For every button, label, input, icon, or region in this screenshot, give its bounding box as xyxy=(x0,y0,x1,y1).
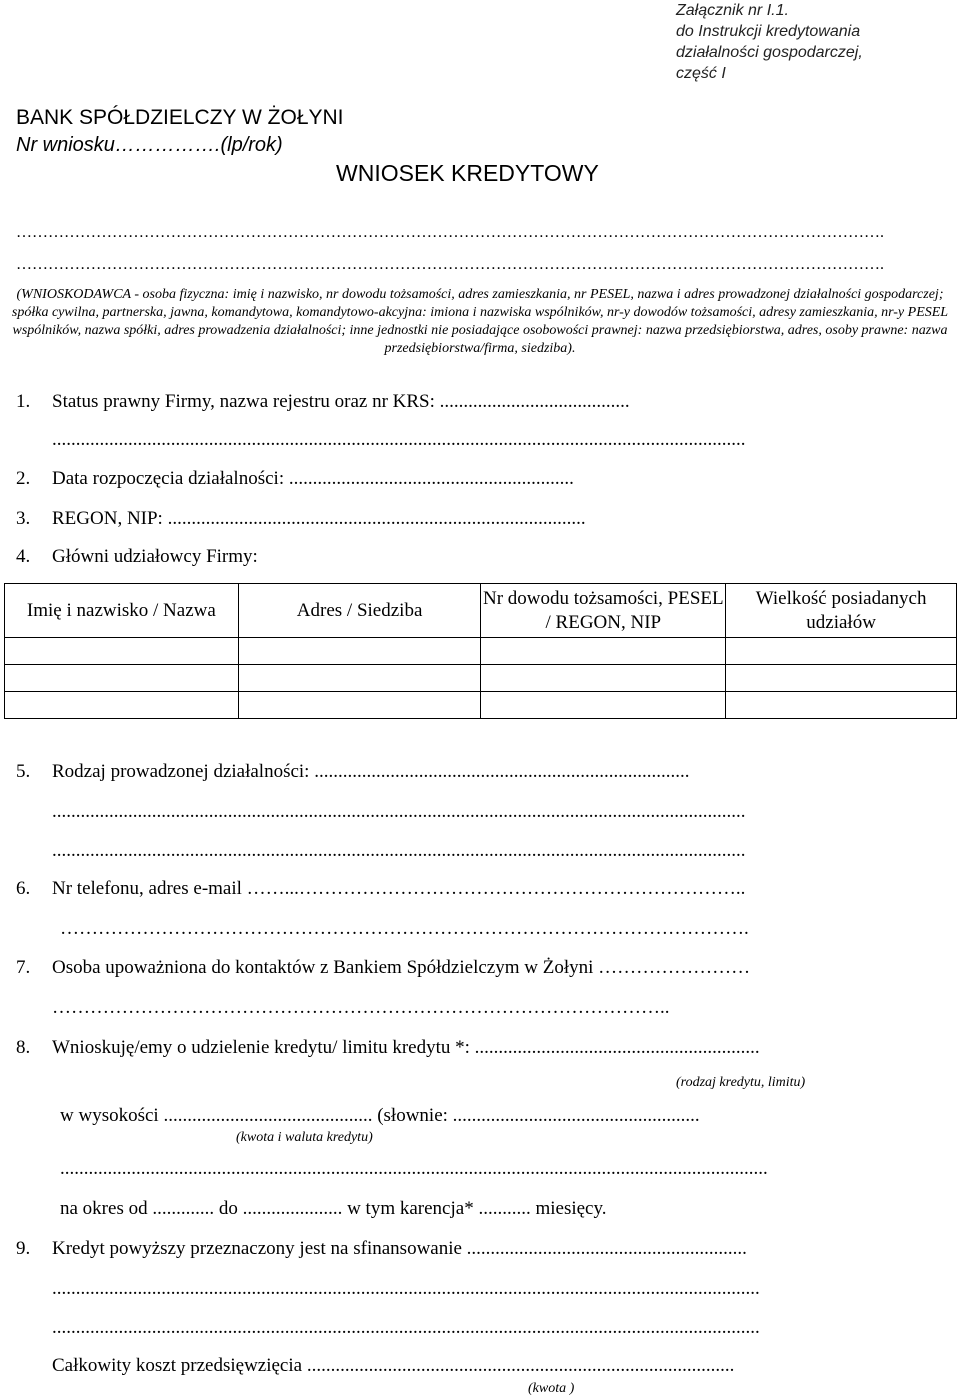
credit-type-note: (rodzaj kredytu, limitu) xyxy=(676,1075,806,1090)
column-header-id: Nr dowodu tożsamości, PESEL / REGON, NIP xyxy=(481,584,726,638)
item-purpose[interactable] xyxy=(16,1238,952,1260)
total-cost[interactable]: Całkowity koszt przedsięwzięcia .......................................................................................... xyxy=(52,1355,735,1376)
table-row xyxy=(5,665,957,692)
table-cell[interactable] xyxy=(238,692,481,719)
item-contact-person[interactable] xyxy=(16,957,952,979)
item-business-type-continuation-1[interactable]: .................................................................................................................................................. xyxy=(52,801,746,822)
credit-amount[interactable]: w wysokości ............................................ (słownie: .................................................... xyxy=(60,1105,700,1126)
item-start-date[interactable] xyxy=(16,468,574,490)
item-regon-nip[interactable] xyxy=(16,508,586,530)
item-number: 3. xyxy=(16,508,31,529)
credit-amount-continuation[interactable]: ..................................................................................................................................................... xyxy=(60,1158,768,1179)
item-phone-email[interactable] xyxy=(16,878,745,900)
table-cell[interactable] xyxy=(238,638,481,665)
item-purpose-continuation-2[interactable]: ..................................................................................................................................................... xyxy=(52,1317,760,1338)
item-business-type-continuation-2[interactable]: .................................................................................................................................................. xyxy=(52,840,746,861)
column-header-shares: Wielkość posiadanych udziałów xyxy=(726,584,957,638)
annex-line-1: Załącznik nr I.1. xyxy=(676,2,789,19)
item-text: Nr telefonu, adres e-mail ……...…………………………………………………………….. xyxy=(52,878,746,899)
item-credit-request[interactable] xyxy=(16,1037,952,1059)
annex-reference xyxy=(676,0,863,84)
item-contact-person-continuation[interactable]: …………………………………………………………………………………….. xyxy=(52,997,670,1018)
amount-note: (kwota i waluta kredytu) xyxy=(236,1130,373,1145)
table-cell[interactable] xyxy=(481,638,726,665)
table-cell[interactable] xyxy=(726,665,957,692)
item-text: Rodzaj prowadzonej działalności: ............................................................................... xyxy=(52,761,690,782)
item-number: 2. xyxy=(16,468,31,489)
annex-line-3: działalności gospodarczej, xyxy=(676,44,863,61)
item-text: Kredyt powyższy przeznaczony jest na sfinansowanie ........................................................... xyxy=(52,1238,747,1259)
table-header-row xyxy=(5,584,957,638)
shareholders-table xyxy=(4,583,957,719)
item-text: Główni udziałowcy Firmy: xyxy=(52,546,258,567)
table-row xyxy=(5,692,957,719)
item-text: Wnioskuję/emy o udzielenie kredytu/ limitu kredytu *: ............................................................ xyxy=(52,1037,760,1058)
item-purpose-continuation-1[interactable]: ..................................................................................................................................................... xyxy=(52,1278,760,1299)
item-number: 6. xyxy=(16,878,31,899)
table-cell[interactable] xyxy=(726,692,957,719)
item-number: 8. xyxy=(16,1037,31,1058)
item-number: 9. xyxy=(16,1238,31,1259)
item-text: REGON, NIP: ........................................................................................ xyxy=(52,508,586,529)
document-title: WNIOSEK KREDYTOWY xyxy=(336,160,599,186)
item-number: 4. xyxy=(16,546,31,567)
item-text: Osoba upoważniona do kontaktów z Bankiem Spółdzielczym w Żołyni …………………… xyxy=(52,957,751,978)
item-business-type[interactable] xyxy=(16,761,689,783)
item-shareholders xyxy=(16,546,258,568)
table-cell[interactable] xyxy=(481,692,726,719)
item-status[interactable] xyxy=(16,391,630,413)
applicant-line-1[interactable]: ………………………………………………………………………………………………………………………………………………. xyxy=(16,224,884,241)
item-number: 5. xyxy=(16,761,31,782)
applicant-description: (WNIOSKODAWCA - osoba fizyczna: imię i nazwisko, nr dowodu tożsamości, adres zamieszkania, nr PESEL, nazwa i adres prowadzonej działalności gospodarczej; spółka cywilna, partnerska, jawna, komandytowa, komandytowo-akcyjna: imiona i nazwiska wspólników, nr-y dowodów tożsamości, adresy zamieszkania, nr-y PESEL wspólników, nazwa spółki, adres prowadzenia działalności; inne jednostki nie posiadające osobowości prawnej: nazwa przedsiębiorstwa, adres, osoby prawne: nazwa przedsiębiorstwa/firma, siedziba). xyxy=(11,287,949,356)
table-cell[interactable] xyxy=(5,638,239,665)
table-cell[interactable] xyxy=(5,692,239,719)
applicant-line-2[interactable]: ………………………………………………………………………………………………………………………………………………. xyxy=(16,256,884,273)
item-text: Status prawny Firmy, nazwa rejestru oraz nr KRS: ........................................ xyxy=(52,391,630,412)
total-cost-note: (kwota ) xyxy=(528,1381,575,1396)
table-cell[interactable] xyxy=(726,638,957,665)
table-cell[interactable] xyxy=(5,665,239,692)
item-status-continuation[interactable]: .................................................................................................................................................. xyxy=(52,429,746,450)
table-cell[interactable] xyxy=(238,665,481,692)
credit-period[interactable]: na okres od ............. do ..................... w tym karencja* ........... miesięcy. xyxy=(60,1198,607,1219)
bank-name: BANK SPÓŁDZIELCZY W ŻOŁYNI xyxy=(16,106,344,129)
annex-line-2: do Instrukcji kredytowania xyxy=(676,23,861,40)
table-row xyxy=(5,638,957,665)
annex-line-4: część I xyxy=(676,65,726,82)
table-cell[interactable] xyxy=(481,665,726,692)
item-phone-email-continuation[interactable]: ………………………………………………………………………………………………. xyxy=(60,918,749,939)
column-header-name: Imię i nazwisko / Nazwa xyxy=(5,584,239,638)
item-text: Data rozpoczęcia działalności: ............................................................ xyxy=(52,468,574,489)
item-number: 1. xyxy=(16,391,31,412)
application-number: Nr wniosku…………….(lp/rok) xyxy=(16,134,283,156)
column-header-address: Adres / Siedziba xyxy=(238,584,481,638)
item-number: 7. xyxy=(16,957,31,978)
